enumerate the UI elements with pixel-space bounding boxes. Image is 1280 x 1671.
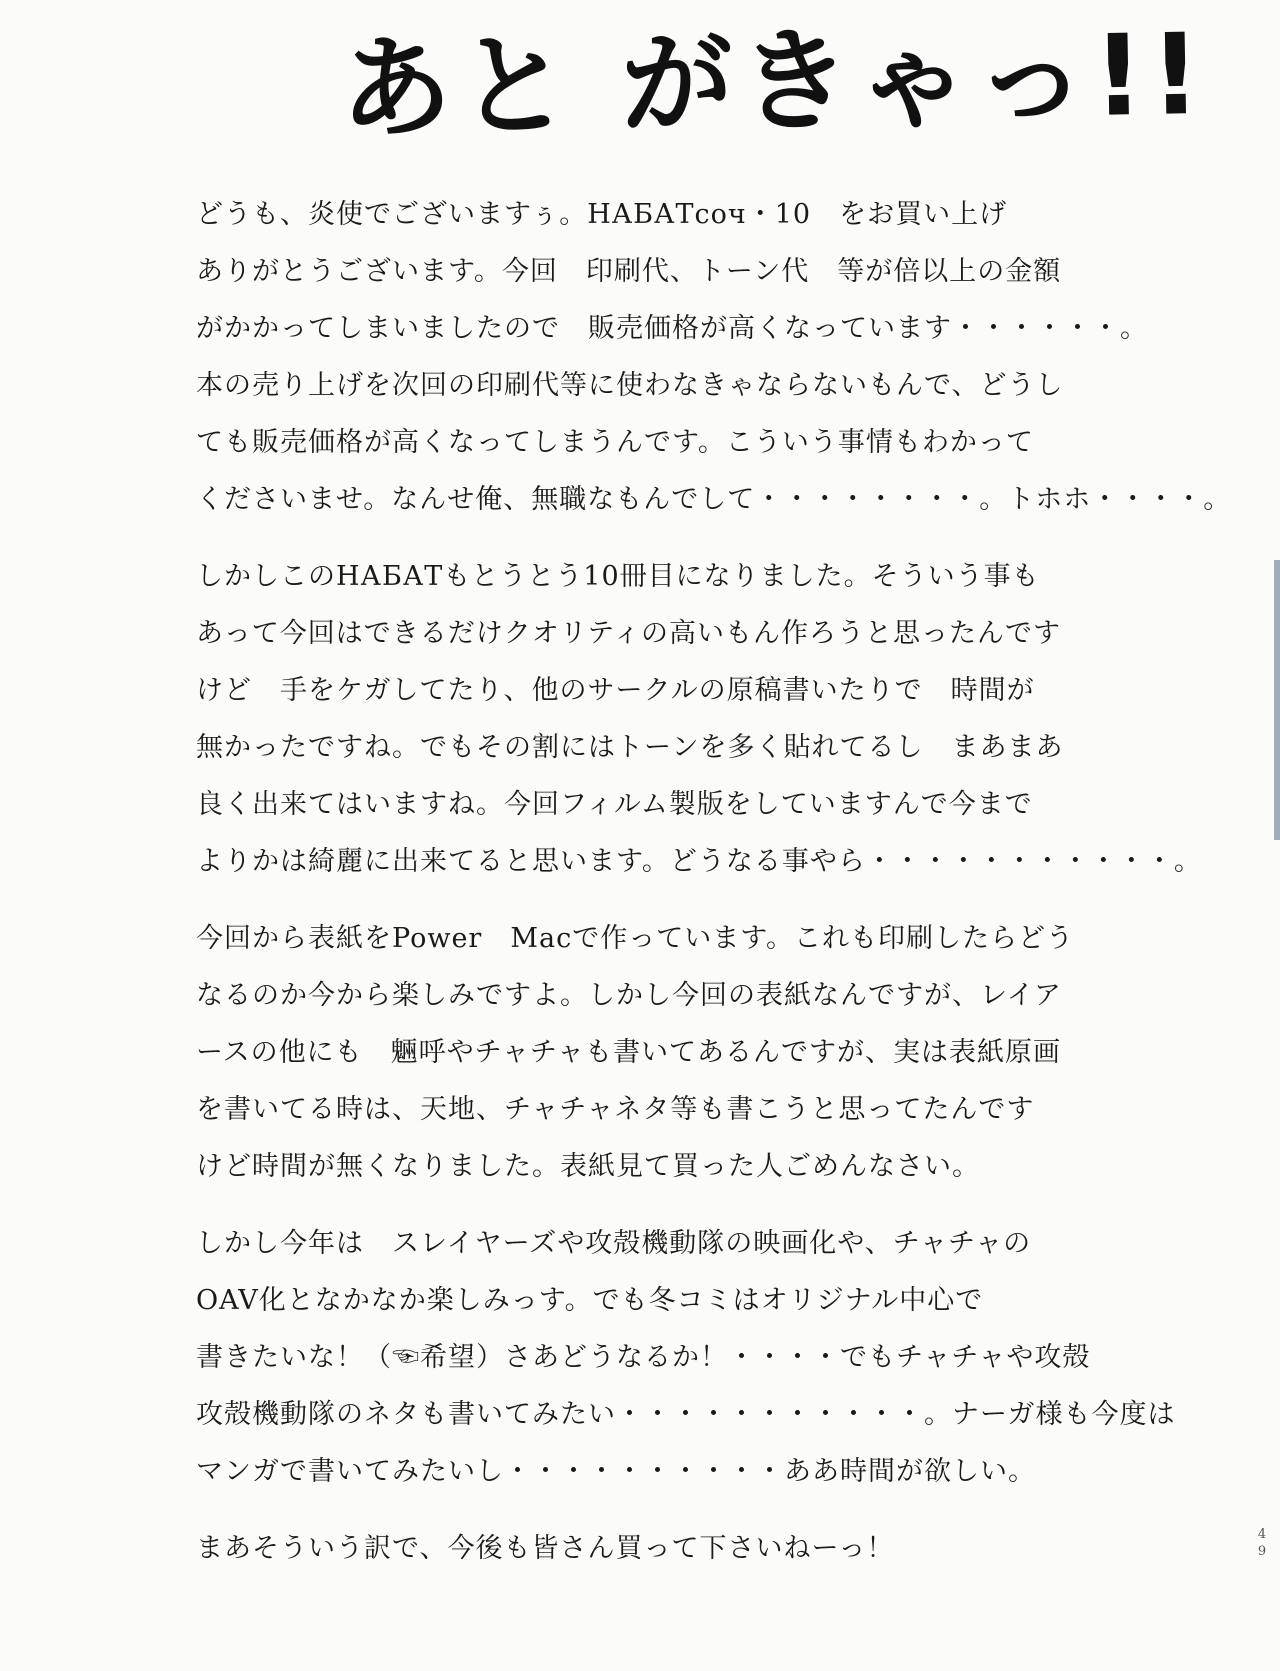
text-line: 本の売り上げを次回の印刷代等に使わなきゃならないもんで、どうし: [196, 370, 1064, 401]
text-line: どうも、炎使でございますぅ。HАБАТсоч・10 をお買い上げ: [196, 199, 1008, 230]
text-line: あって今回はできるだけクオリティの高いもん作ろうと思ったんです: [196, 618, 1062, 649]
text-line: がかかってしまいましたので 販売価格が高くなっています・・・・・・。: [196, 313, 1148, 344]
text-line: 良く出来てはいますね。今回フィルム製版をしていますんで今まで: [196, 789, 1033, 820]
scan-edge-mark: [1274, 560, 1280, 840]
text-line: しかし今年は スレイヤーズや攻殻機動隊の映画化や、チャチャの: [196, 1228, 1032, 1259]
text-line: けど時間が無くなりました。表紙見て買った人ごめんなさい。: [196, 1151, 980, 1182]
text-line: ありがとうございます。今回 印刷代、トーン代 等が倍以上の金額: [196, 256, 1062, 287]
afterword-title: あと がきゃっ!!: [338, 9, 1209, 155]
text-line: けど 手をケガしてたり、他のサークルの原稿書いたりで 時間が: [196, 675, 1035, 706]
text-line: 今回から表紙をPower Macで作っています。これも印刷したらどう: [196, 923, 1075, 954]
text-line: よりかは綺麗に出来てると思います。どうなる事やら・・・・・・・・・・・。: [196, 846, 1202, 877]
text-line: 無かったですね。でもその割にはトーンを多く貼れてるし まあまあ: [196, 732, 1064, 763]
paragraph-2: [196, 548, 1202, 890]
text-line: マンガで書いてみたいし・・・・・・・・・・ああ時間が欲しい。: [196, 1456, 1036, 1487]
text-line: しかしこのHАБАТもとうとう10冊目になりました。そういう事も: [196, 561, 1040, 592]
text-line: ースの他にも 魎呼やチャチャも書いてあるんですが、実は表紙原画: [196, 1037, 1062, 1068]
text-line: くださいませ。なんせ俺、無職なもんでして・・・・・・・・。トホホ・・・・。: [196, 484, 1232, 515]
paragraph-5: [196, 1520, 1116, 1577]
paragraph-3: [196, 910, 1116, 1195]
text-line: 書きたいな！（☜希望）さあどうなるか！・・・・でもチャチャや攻殻: [196, 1342, 1091, 1373]
page-number: 4 9: [1257, 1527, 1267, 1559]
text-line: まあそういう訳で、今後も皆さん買って下さいねーっ！: [196, 1533, 895, 1564]
text-line: を書いてる時は、天地、チャチャネタ等も書こうと思ってたんです: [196, 1094, 1035, 1125]
text-line: ても販売価格が高くなってしまうんです。こういう事情もわかって: [196, 427, 1034, 458]
text-line: なるのか今から楽しみですよ。しかし今回の表紙なんですが、レイア: [196, 980, 1062, 1011]
afterword-body: [196, 186, 1232, 1597]
paragraph-1: [196, 186, 1232, 528]
text-line: 攻殻機動隊のネタも書いてみたい・・・・・・・・・・・。ナーガ様も今度は: [196, 1399, 1176, 1430]
paragraph-4: [196, 1215, 1176, 1500]
text-line: OAV化となかなか楽しみっす。でも冬コミはオリジナル中心で: [196, 1285, 984, 1316]
